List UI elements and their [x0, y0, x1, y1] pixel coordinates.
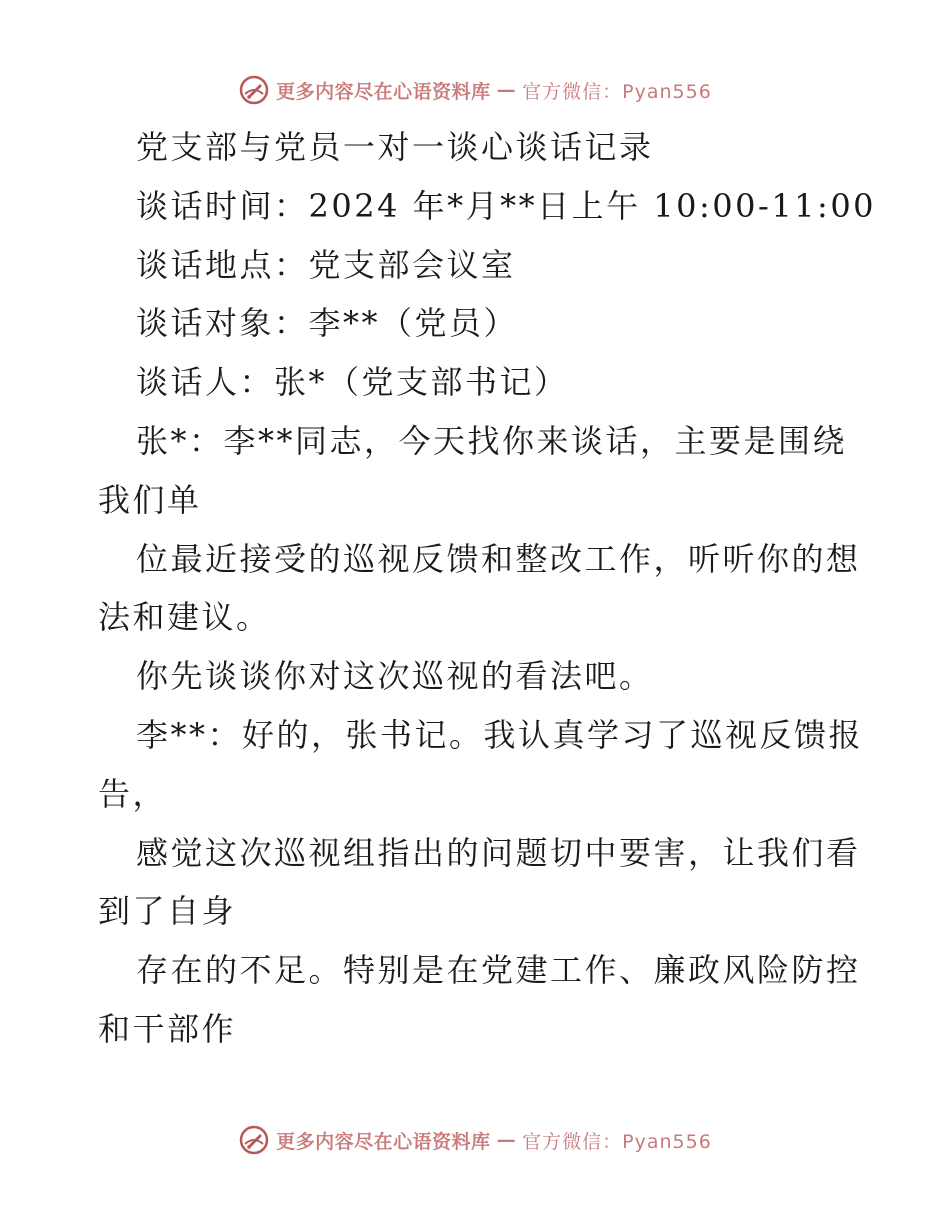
book-pen-logo-icon: [238, 1124, 270, 1156]
document-line: 你先谈谈你对这次巡视的看法吧。: [136, 657, 654, 696]
document-line: 谈话对象：李**（党员）: [136, 304, 519, 343]
document-line: 告，: [98, 774, 168, 813]
header-banner: [0, 70, 950, 110]
document-body: [98, 118, 877, 1059]
book-pen-logo-icon: [238, 74, 270, 106]
document-line: 到了自身: [98, 892, 237, 931]
document-line: 位最近接受的巡视反馈和整改工作，听听你的想: [136, 539, 861, 578]
document-line: 谈话时间：2024 年*月**日上午 10:00-11:00: [136, 186, 877, 225]
document-line: 谈话人：张*（党支部书记）: [136, 363, 569, 402]
document-line: 党支部与党员一对一谈心谈话记录: [136, 128, 654, 166]
document-line: 和干部作: [98, 1009, 237, 1048]
banner-main-text: 更多内容尽在心语资料库: [276, 80, 491, 103]
document-line: 存在的不足。特别是在党建工作、廉政风险防控: [136, 951, 861, 990]
document-line: 法和建议。: [98, 598, 271, 637]
footer-dash: —: [496, 1129, 517, 1151]
document-line: 张*：李**同志，今天找你来谈话，主要是围绕: [136, 421, 848, 460]
banner-sub-text: 官方微信：Pyan556: [522, 80, 712, 103]
footer-sub-text: 官方微信：Pyan556: [522, 1130, 712, 1153]
banner-dash: —: [496, 79, 517, 101]
document-line: 李**：好的，张书记。我认真学习了巡视反馈报: [136, 715, 864, 754]
footer-banner: [0, 1120, 950, 1160]
document-line: 我们单: [98, 480, 202, 519]
document-line: 感觉这次巡视组指出的问题切中要害，让我们看: [136, 833, 861, 872]
footer-main-text: 更多内容尽在心语资料库: [276, 1130, 491, 1153]
document-line: 谈话地点：党支部会议室: [136, 245, 516, 284]
